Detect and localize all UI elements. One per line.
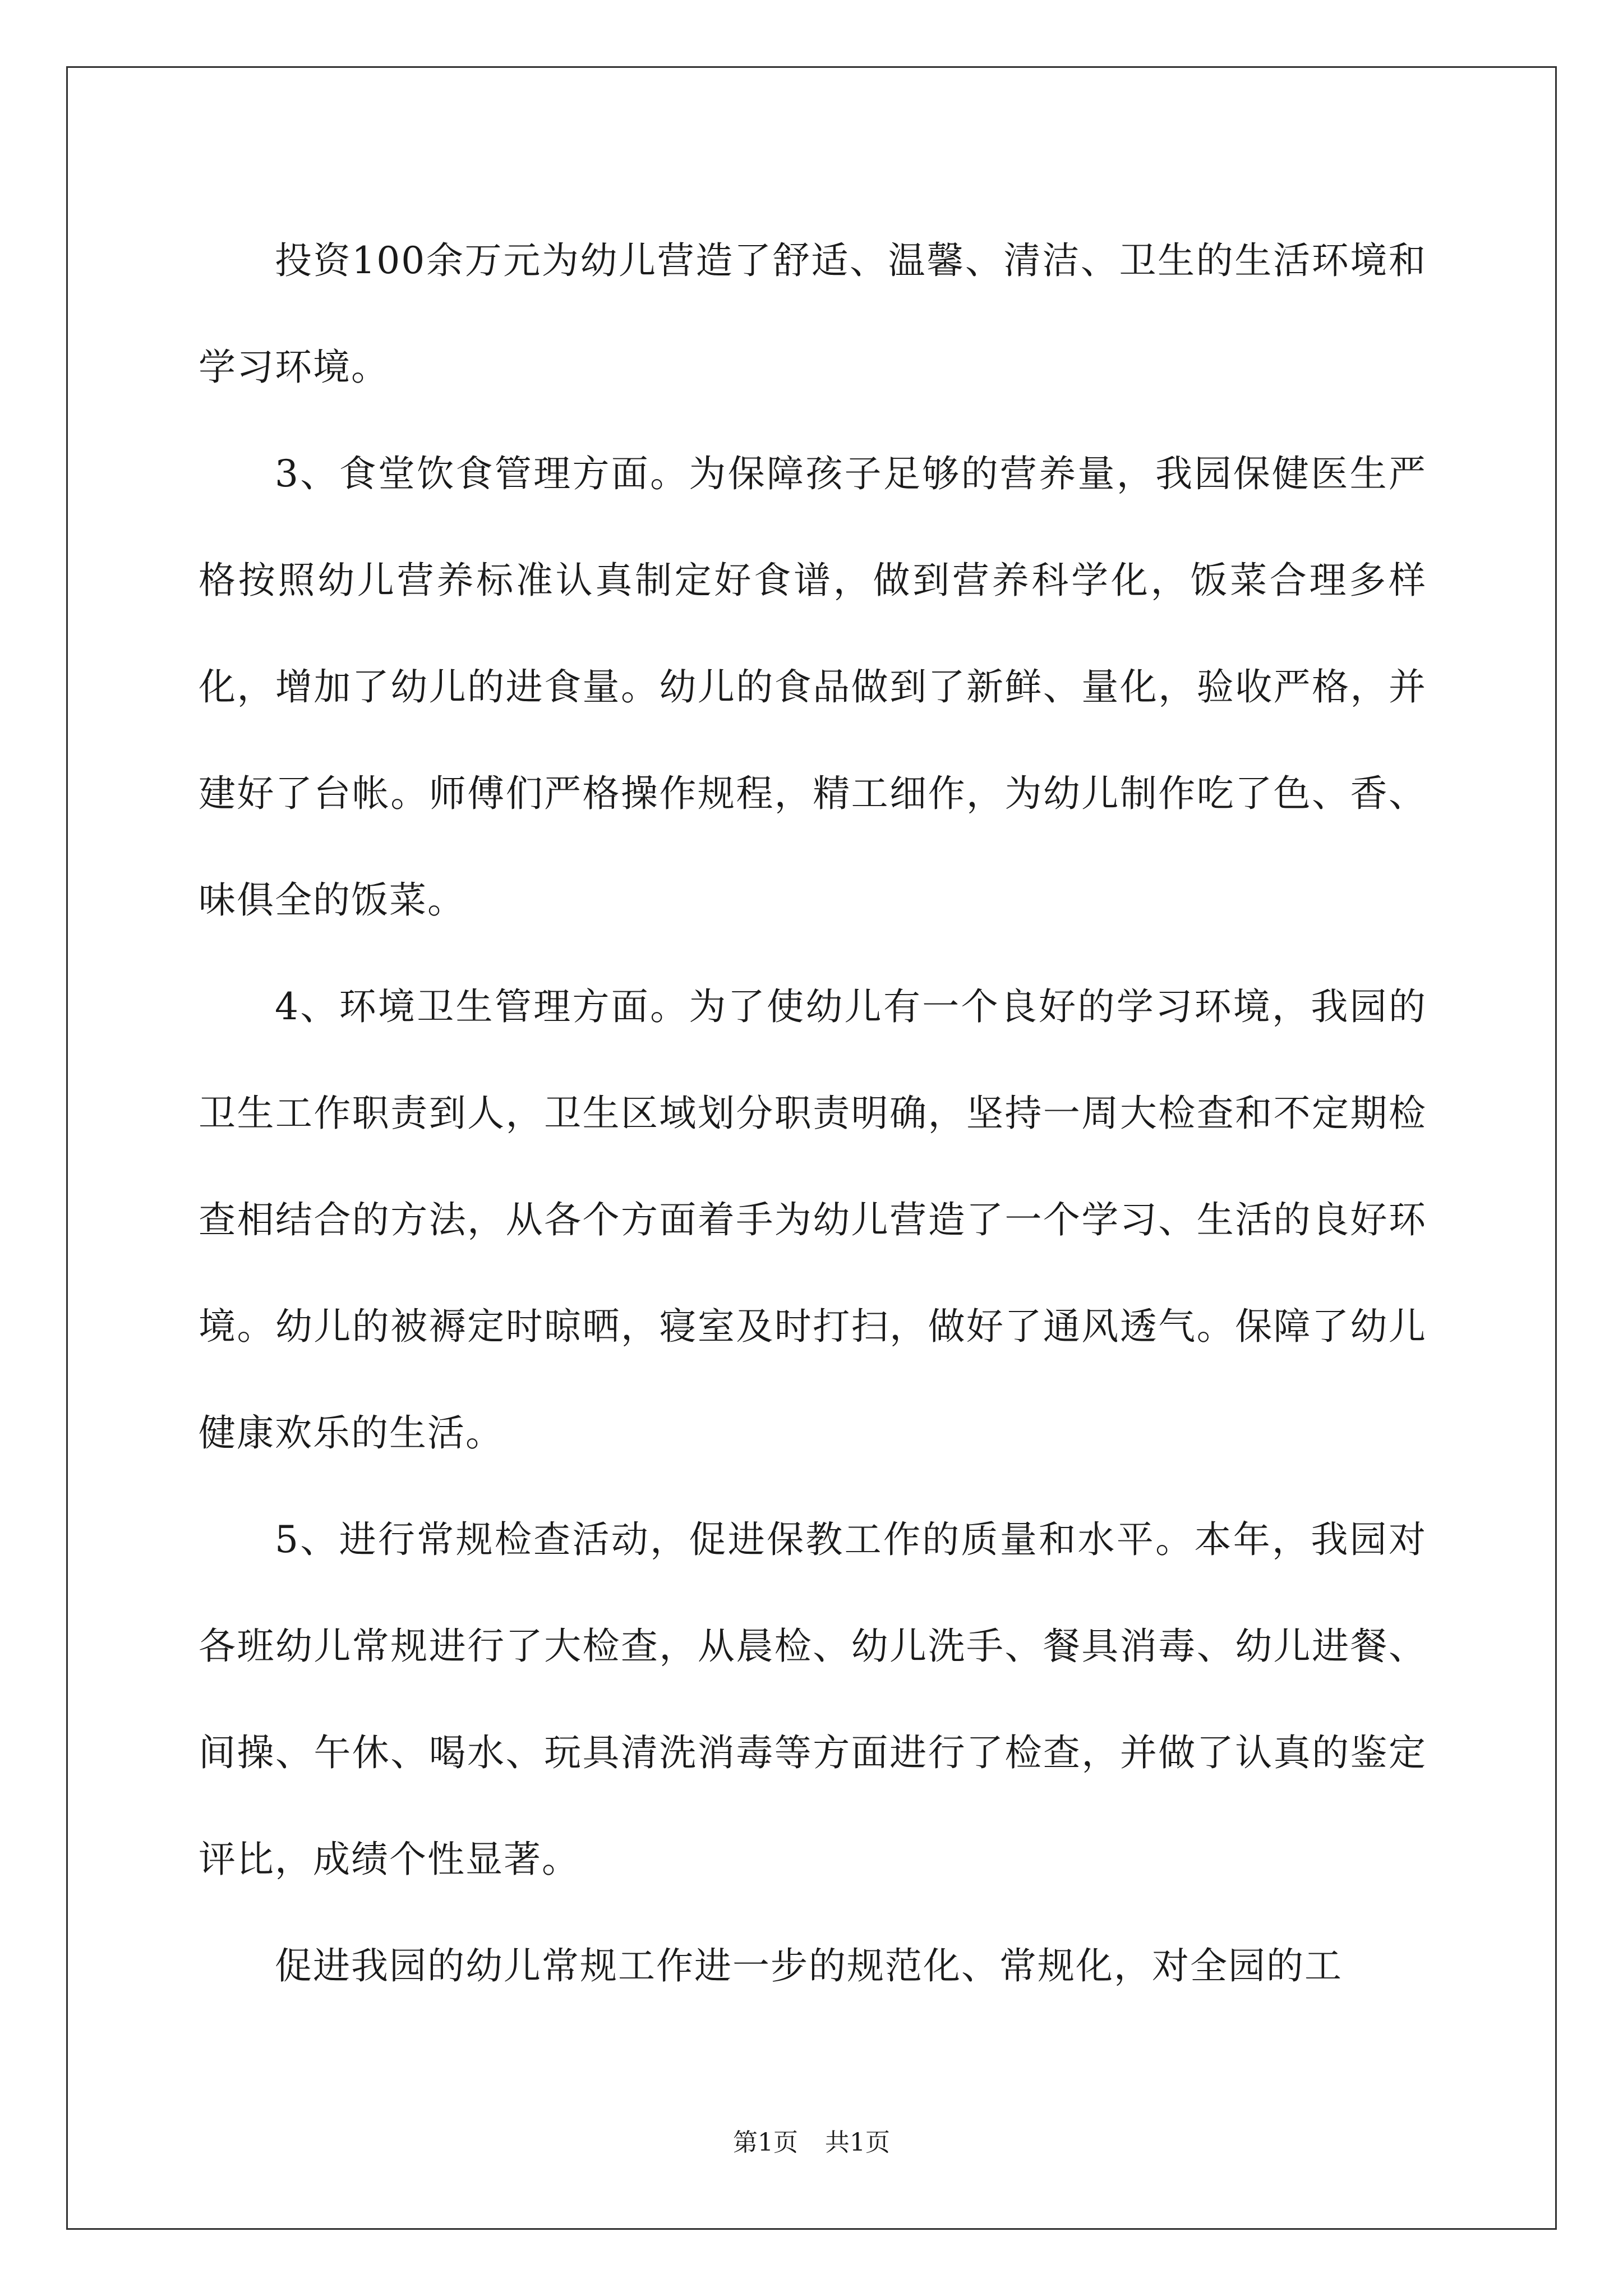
paragraph: 5、进行常规检查活动，促进保教工作的质量和水平。本年，我园对各班幼儿常规进行了大检查，从晨检、幼儿洗手、餐具消毒、幼儿进餐、间操、午休、喝水、玩具清洗消毒等方面进行了检查，并做了认真的鉴定评比，成绩个性显著。	[199, 1518, 1427, 1881]
paragraph: 促进我园的幼儿常规工作进一步的规范化、常规化，对全园的工	[275, 1944, 1343, 1987]
page-number: 第1页	[733, 2128, 798, 2157]
page-total: 共1页	[825, 2128, 890, 2157]
paragraph: 4、环境卫生管理方面。为了使幼儿有一个良好的学习环境，我园的卫生工作职责到人，卫生区域划分职责明确，坚持一周大检查和不定期检查相结合的方法，从各个方面着手为幼儿营造了一个学习、生活的良好环境。幼儿的被褥定时晾晒，寝室及时打扫，做好了通风透气。保障了幼儿健康欢乐的生活。	[199, 985, 1427, 1455]
paragraph: 3、食堂饮食管理方面。为保障孩子足够的营养量，我园保健医生严格按照幼儿营养标准认真制定好食谱，做到营养科学化，饭菜合理多样化，增加了幼儿的进食量。幼儿的食品做到了新鲜、量化，验收严格，并建好了台帐。师傅们严格操作规程，精工细作，为幼儿制作吃了色、香、味俱全的饭菜。	[199, 452, 1427, 922]
page-footer	[0, 2126, 1623, 2160]
paragraph: 投资100余万元为幼儿营造了舒适、温馨、清洁、卫生的生活环境和学习环境。	[199, 239, 1427, 389]
document-body	[199, 208, 1427, 2019]
